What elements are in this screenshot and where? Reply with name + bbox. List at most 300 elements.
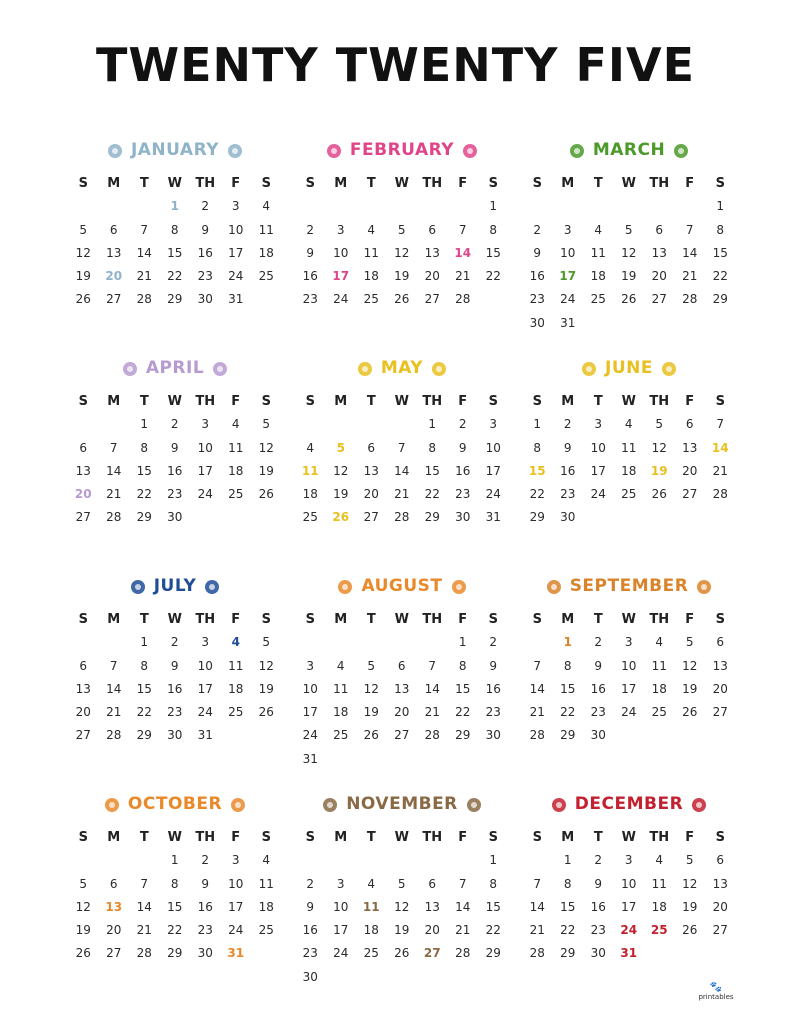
popsicle-icon	[335, 576, 355, 596]
month-grid	[68, 826, 282, 966]
day-cell: 12	[258, 440, 274, 455]
weekday-label: W	[394, 830, 409, 845]
day-cell: 26	[258, 487, 274, 502]
empty-cell	[68, 631, 99, 654]
day-cell: 30	[197, 946, 213, 961]
day-cell: 12	[621, 245, 637, 260]
empty-cell	[522, 631, 553, 654]
day-cell: 23	[590, 705, 606, 720]
day-cell: 30	[529, 315, 545, 330]
day-cell: 10	[560, 245, 576, 260]
day-cell: 3	[306, 658, 315, 673]
day-cell: 26	[75, 946, 91, 961]
snowflake-icon	[225, 140, 245, 160]
day-cell: 3	[489, 417, 498, 432]
weekday-label: S	[261, 612, 271, 627]
day-cell: 20	[106, 923, 122, 938]
day-cell: 25	[302, 510, 318, 525]
day-cell: 8	[533, 440, 542, 455]
day-cell: 16	[560, 463, 576, 478]
day-cell: 1	[428, 417, 437, 432]
weekday-label: S	[488, 394, 498, 409]
day-cell: 21	[455, 269, 471, 284]
month-header	[68, 790, 282, 818]
day-cell: 2	[533, 222, 542, 237]
day-cell: 9	[458, 440, 467, 455]
weekday-label: T	[593, 176, 603, 191]
weekday-label: F	[685, 394, 695, 409]
day-cell: 14	[136, 245, 152, 260]
day-cell: 14	[529, 681, 545, 696]
day-cell: 20	[363, 487, 379, 502]
weekday-label: M	[561, 612, 575, 627]
day-cell: 23	[167, 705, 183, 720]
day-cell: 7	[109, 440, 118, 455]
day-cell: 9	[594, 658, 603, 673]
day-cell: 12	[394, 899, 410, 914]
day-cell: 15	[560, 681, 576, 696]
weekday-label: S	[305, 612, 315, 627]
weekday-label: TH	[649, 176, 670, 191]
day-cell: 1	[716, 199, 725, 214]
weekday-label: M	[561, 830, 575, 845]
day-cell: 2	[170, 635, 179, 650]
day-cell: 28	[455, 292, 471, 307]
day-cell: 19	[682, 681, 698, 696]
day-cell: 18	[363, 269, 379, 284]
month-grid	[295, 390, 509, 530]
day-cell: 18	[228, 681, 244, 696]
day-cell: 16	[302, 269, 318, 284]
weekday-label: S	[305, 830, 315, 845]
day-cell: 15	[455, 681, 471, 696]
day-cell: 14	[136, 899, 152, 914]
day-cell: 27	[363, 510, 379, 525]
empty-cell	[326, 413, 357, 436]
day-cell: 26	[682, 923, 698, 938]
weekday-label: F	[231, 830, 241, 845]
day-cell-holiday: 19	[650, 463, 668, 478]
day-cell: 8	[458, 658, 467, 673]
sun-cloud-icon	[579, 358, 599, 378]
day-cell: 2	[201, 853, 210, 868]
day-cell-holiday: 1	[170, 199, 179, 214]
day-cell: 15	[167, 899, 183, 914]
day-cell: 27	[106, 292, 122, 307]
day-cell: 15	[485, 899, 501, 914]
day-cell: 29	[136, 510, 152, 525]
month-name: MARCH	[592, 140, 666, 160]
day-cell: 8	[170, 876, 179, 891]
day-cell: 3	[624, 853, 633, 868]
day-cell: 30	[485, 728, 501, 743]
day-cell: 13	[712, 876, 728, 891]
weekday-label: W	[167, 394, 182, 409]
day-cell: 20	[424, 269, 440, 284]
day-cell: 10	[228, 222, 244, 237]
day-cell: 7	[140, 222, 149, 237]
day-cell: 15	[167, 245, 183, 260]
day-cell: 18	[258, 245, 274, 260]
day-cell: 22	[712, 269, 728, 284]
day-cell: 4	[336, 658, 345, 673]
day-cell: 6	[428, 876, 437, 891]
day-cell: 7	[428, 658, 437, 673]
empty-cell	[614, 195, 645, 218]
day-cell: 29	[455, 728, 471, 743]
day-cell: 2	[489, 635, 498, 650]
reindeer-icon	[689, 794, 709, 814]
day-cell: 28	[455, 946, 471, 961]
empty-cell	[675, 195, 706, 218]
day-cell: 18	[228, 463, 244, 478]
weekday-label: W	[621, 830, 636, 845]
day-cell: 30	[455, 510, 471, 525]
day-cell: 19	[258, 681, 274, 696]
day-cell: 2	[594, 853, 603, 868]
empty-cell	[295, 195, 326, 218]
month-march	[522, 136, 736, 335]
month-august	[295, 572, 509, 771]
day-cell-holiday: 31	[620, 946, 638, 961]
weekday-label: S	[715, 176, 725, 191]
day-cell: 30	[167, 728, 183, 743]
day-cell: 29	[167, 946, 183, 961]
day-cell: 6	[109, 876, 118, 891]
day-cell: 5	[367, 658, 376, 673]
month-grid	[68, 172, 282, 312]
month-grid	[295, 608, 509, 771]
day-cell: 21	[394, 487, 410, 502]
day-cell: 6	[428, 222, 437, 237]
day-cell: 3	[201, 635, 210, 650]
day-cell: 20	[651, 269, 667, 284]
weekday-label: M	[334, 830, 348, 845]
day-cell: 1	[489, 199, 498, 214]
day-cell: 17	[485, 463, 501, 478]
day-cell: 19	[363, 705, 379, 720]
day-cell: 15	[136, 463, 152, 478]
empty-cell	[522, 195, 553, 218]
day-cell: 13	[424, 899, 440, 914]
day-cell: 25	[258, 269, 274, 284]
weekday-label: T	[139, 176, 149, 191]
day-cell: 24	[485, 487, 501, 502]
day-cell: 22	[167, 269, 183, 284]
day-cell: 21	[529, 923, 545, 938]
day-cell: 19	[333, 487, 349, 502]
day-cell: 29	[712, 292, 728, 307]
weekday-label: TH	[422, 176, 443, 191]
day-cell: 16	[485, 681, 501, 696]
pumpkin-ghost-icon	[102, 794, 122, 814]
day-cell: 12	[363, 681, 379, 696]
day-cell: 11	[228, 658, 244, 673]
day-cell: 16	[167, 681, 183, 696]
day-cell: 21	[455, 923, 471, 938]
day-cell-holiday: 17	[332, 269, 350, 284]
day-cell: 14	[682, 245, 698, 260]
day-cell: 12	[258, 658, 274, 673]
day-cell: 11	[651, 658, 667, 673]
day-cell: 28	[136, 946, 152, 961]
day-cell: 3	[336, 222, 345, 237]
day-cell: 26	[394, 946, 410, 961]
day-cell-holiday: 15	[528, 463, 546, 478]
day-cell: 5	[655, 417, 664, 432]
day-cell: 13	[651, 245, 667, 260]
day-cell: 3	[336, 876, 345, 891]
day-cell: 25	[363, 946, 379, 961]
day-cell: 16	[590, 681, 606, 696]
day-cell: 17	[228, 245, 244, 260]
day-cell: 8	[170, 222, 179, 237]
day-cell: 23	[590, 923, 606, 938]
empty-cell	[68, 413, 99, 436]
day-cell: 7	[109, 658, 118, 673]
weekday-label: F	[231, 394, 241, 409]
weekday-label: TH	[195, 612, 216, 627]
month-header	[522, 572, 736, 600]
weekday-label: F	[685, 612, 695, 627]
paw-logo-icon: 🐾	[709, 982, 723, 993]
day-cell: 9	[306, 245, 315, 260]
weekday-label: F	[458, 394, 468, 409]
day-cell: 1	[489, 853, 498, 868]
day-cell: 19	[75, 269, 91, 284]
empty-cell	[295, 413, 326, 436]
stars-icon	[128, 576, 148, 596]
day-cell: 12	[333, 463, 349, 478]
weekday-label: F	[685, 176, 695, 191]
weekday-label: S	[305, 176, 315, 191]
month-header	[295, 790, 509, 818]
stars-icon	[202, 576, 222, 596]
day-cell: 31	[485, 510, 501, 525]
pumpkin-ghost-icon	[228, 794, 248, 814]
day-cell: 27	[106, 946, 122, 961]
day-cell: 8	[563, 876, 572, 891]
month-header	[68, 136, 282, 164]
day-cell: 17	[302, 705, 318, 720]
day-cell: 25	[590, 292, 606, 307]
weekday-label: T	[366, 830, 376, 845]
day-cell: 22	[560, 705, 576, 720]
month-grid	[522, 390, 736, 530]
day-cell: 22	[560, 923, 576, 938]
weekday-label: W	[167, 612, 182, 627]
day-cell: 21	[682, 269, 698, 284]
day-cell: 9	[201, 876, 210, 891]
day-cell: 19	[394, 269, 410, 284]
weekday-label: S	[715, 612, 725, 627]
empty-cell	[417, 195, 448, 218]
day-cell: 5	[685, 635, 694, 650]
day-cell: 1	[140, 635, 149, 650]
day-cell: 25	[651, 705, 667, 720]
weekday-label: S	[715, 394, 725, 409]
weekday-label: F	[231, 176, 241, 191]
day-cell: 6	[367, 440, 376, 455]
day-cell: 18	[651, 899, 667, 914]
day-cell: 18	[621, 463, 637, 478]
empty-cell	[644, 195, 675, 218]
day-cell: 31	[197, 728, 213, 743]
day-cell: 5	[79, 876, 88, 891]
day-cell: 23	[197, 269, 213, 284]
day-cell: 6	[716, 853, 725, 868]
weekday-label: W	[621, 394, 636, 409]
day-cell: 27	[75, 728, 91, 743]
weekday-label: W	[394, 176, 409, 191]
day-cell: 27	[394, 728, 410, 743]
day-cell: 18	[333, 705, 349, 720]
day-cell: 4	[262, 853, 271, 868]
day-cell-holiday: 1	[563, 635, 572, 650]
weekday-label: S	[261, 830, 271, 845]
month-name: MAY	[380, 358, 424, 378]
day-cell: 10	[302, 681, 318, 696]
day-cell: 7	[397, 440, 406, 455]
month-may	[295, 354, 509, 530]
day-cell: 2	[458, 417, 467, 432]
weekday-label: M	[107, 830, 121, 845]
day-cell-holiday: 20	[105, 269, 123, 284]
day-cell-holiday: 11	[301, 463, 319, 478]
day-cell: 22	[485, 923, 501, 938]
day-cell: 18	[258, 899, 274, 914]
day-cell: 10	[485, 440, 501, 455]
day-cell: 15	[712, 245, 728, 260]
acorn-leaf-icon	[694, 576, 714, 596]
weekday-label: TH	[422, 394, 443, 409]
day-cell: 20	[75, 705, 91, 720]
weekday-label: W	[394, 612, 409, 627]
day-cell: 12	[394, 245, 410, 260]
day-cell: 24	[333, 292, 349, 307]
day-cell: 7	[458, 876, 467, 891]
day-cell: 18	[302, 487, 318, 502]
day-cell: 7	[716, 417, 725, 432]
weekday-label: T	[593, 612, 603, 627]
empty-cell	[387, 195, 418, 218]
empty-cell	[129, 849, 160, 872]
day-cell: 25	[228, 487, 244, 502]
day-cell: 10	[197, 440, 213, 455]
puppy-icon	[460, 140, 480, 160]
day-cell: 12	[75, 899, 91, 914]
empty-cell	[522, 849, 553, 872]
weekday-label: W	[167, 830, 182, 845]
month-january	[68, 136, 282, 312]
weekday-label: M	[107, 176, 121, 191]
sun-cloud-icon	[659, 358, 679, 378]
day-cell: 8	[489, 222, 498, 237]
day-cell: 6	[716, 635, 725, 650]
day-cell: 26	[394, 292, 410, 307]
day-cell: 20	[712, 681, 728, 696]
day-cell-holiday: 27	[423, 946, 441, 961]
day-cell: 4	[367, 876, 376, 891]
month-header	[295, 572, 509, 600]
day-cell: 17	[621, 681, 637, 696]
day-cell: 9	[533, 245, 542, 260]
empty-cell	[99, 631, 130, 654]
day-cell: 27	[75, 510, 91, 525]
weekday-label: S	[78, 830, 88, 845]
day-cell: 9	[563, 440, 572, 455]
leprechaun-hat-icon	[671, 140, 691, 160]
month-grid	[522, 608, 736, 748]
day-cell-holiday: 14	[711, 440, 729, 455]
weekday-label: TH	[195, 830, 216, 845]
day-cell: 17	[197, 681, 213, 696]
page-title: TWENTY TWENTY FIVE	[95, 38, 696, 92]
day-cell: 28	[136, 292, 152, 307]
weekday-label: TH	[649, 394, 670, 409]
empty-cell	[387, 631, 418, 654]
day-cell: 31	[302, 751, 318, 766]
empty-cell	[387, 413, 418, 436]
pumpkin-icon	[320, 794, 340, 814]
day-cell: 23	[167, 487, 183, 502]
day-cell: 4	[231, 417, 240, 432]
day-cell: 14	[106, 681, 122, 696]
day-cell: 16	[197, 899, 213, 914]
weekday-label: M	[107, 612, 121, 627]
day-cell: 24	[197, 487, 213, 502]
day-cell: 3	[563, 222, 572, 237]
weekday-label: W	[167, 176, 182, 191]
day-cell: 5	[685, 853, 694, 868]
day-cell-holiday: 14	[454, 245, 472, 260]
day-cell: 20	[682, 463, 698, 478]
day-cell: 11	[363, 245, 379, 260]
day-cell: 17	[590, 463, 606, 478]
day-cell-holiday: 24	[620, 923, 638, 938]
weekday-label: S	[532, 612, 542, 627]
day-cell: 24	[621, 705, 637, 720]
day-cell: 26	[363, 728, 379, 743]
day-cell: 24	[197, 705, 213, 720]
day-cell: 1	[140, 417, 149, 432]
day-cell-holiday: 26	[332, 510, 350, 525]
day-cell: 21	[424, 705, 440, 720]
day-cell: 13	[363, 463, 379, 478]
weekday-label: T	[366, 612, 376, 627]
weekday-label: S	[261, 394, 271, 409]
day-cell: 10	[228, 876, 244, 891]
day-cell: 6	[655, 222, 664, 237]
day-cell-holiday: 5	[336, 440, 345, 455]
day-cell: 25	[258, 923, 274, 938]
day-cell: 15	[136, 681, 152, 696]
day-cell: 22	[136, 487, 152, 502]
day-cell: 17	[228, 899, 244, 914]
day-cell: 1	[563, 853, 572, 868]
day-cell-holiday: 20	[74, 487, 92, 502]
leprechaun-hat-icon	[567, 140, 587, 160]
weekday-label: T	[366, 394, 376, 409]
day-cell: 13	[75, 463, 91, 478]
day-cell: 22	[529, 487, 545, 502]
day-cell: 4	[367, 222, 376, 237]
snowflake-icon	[105, 140, 125, 160]
day-cell: 16	[590, 899, 606, 914]
bunny-icon	[120, 358, 140, 378]
day-cell: 27	[651, 292, 667, 307]
empty-cell	[356, 195, 387, 218]
